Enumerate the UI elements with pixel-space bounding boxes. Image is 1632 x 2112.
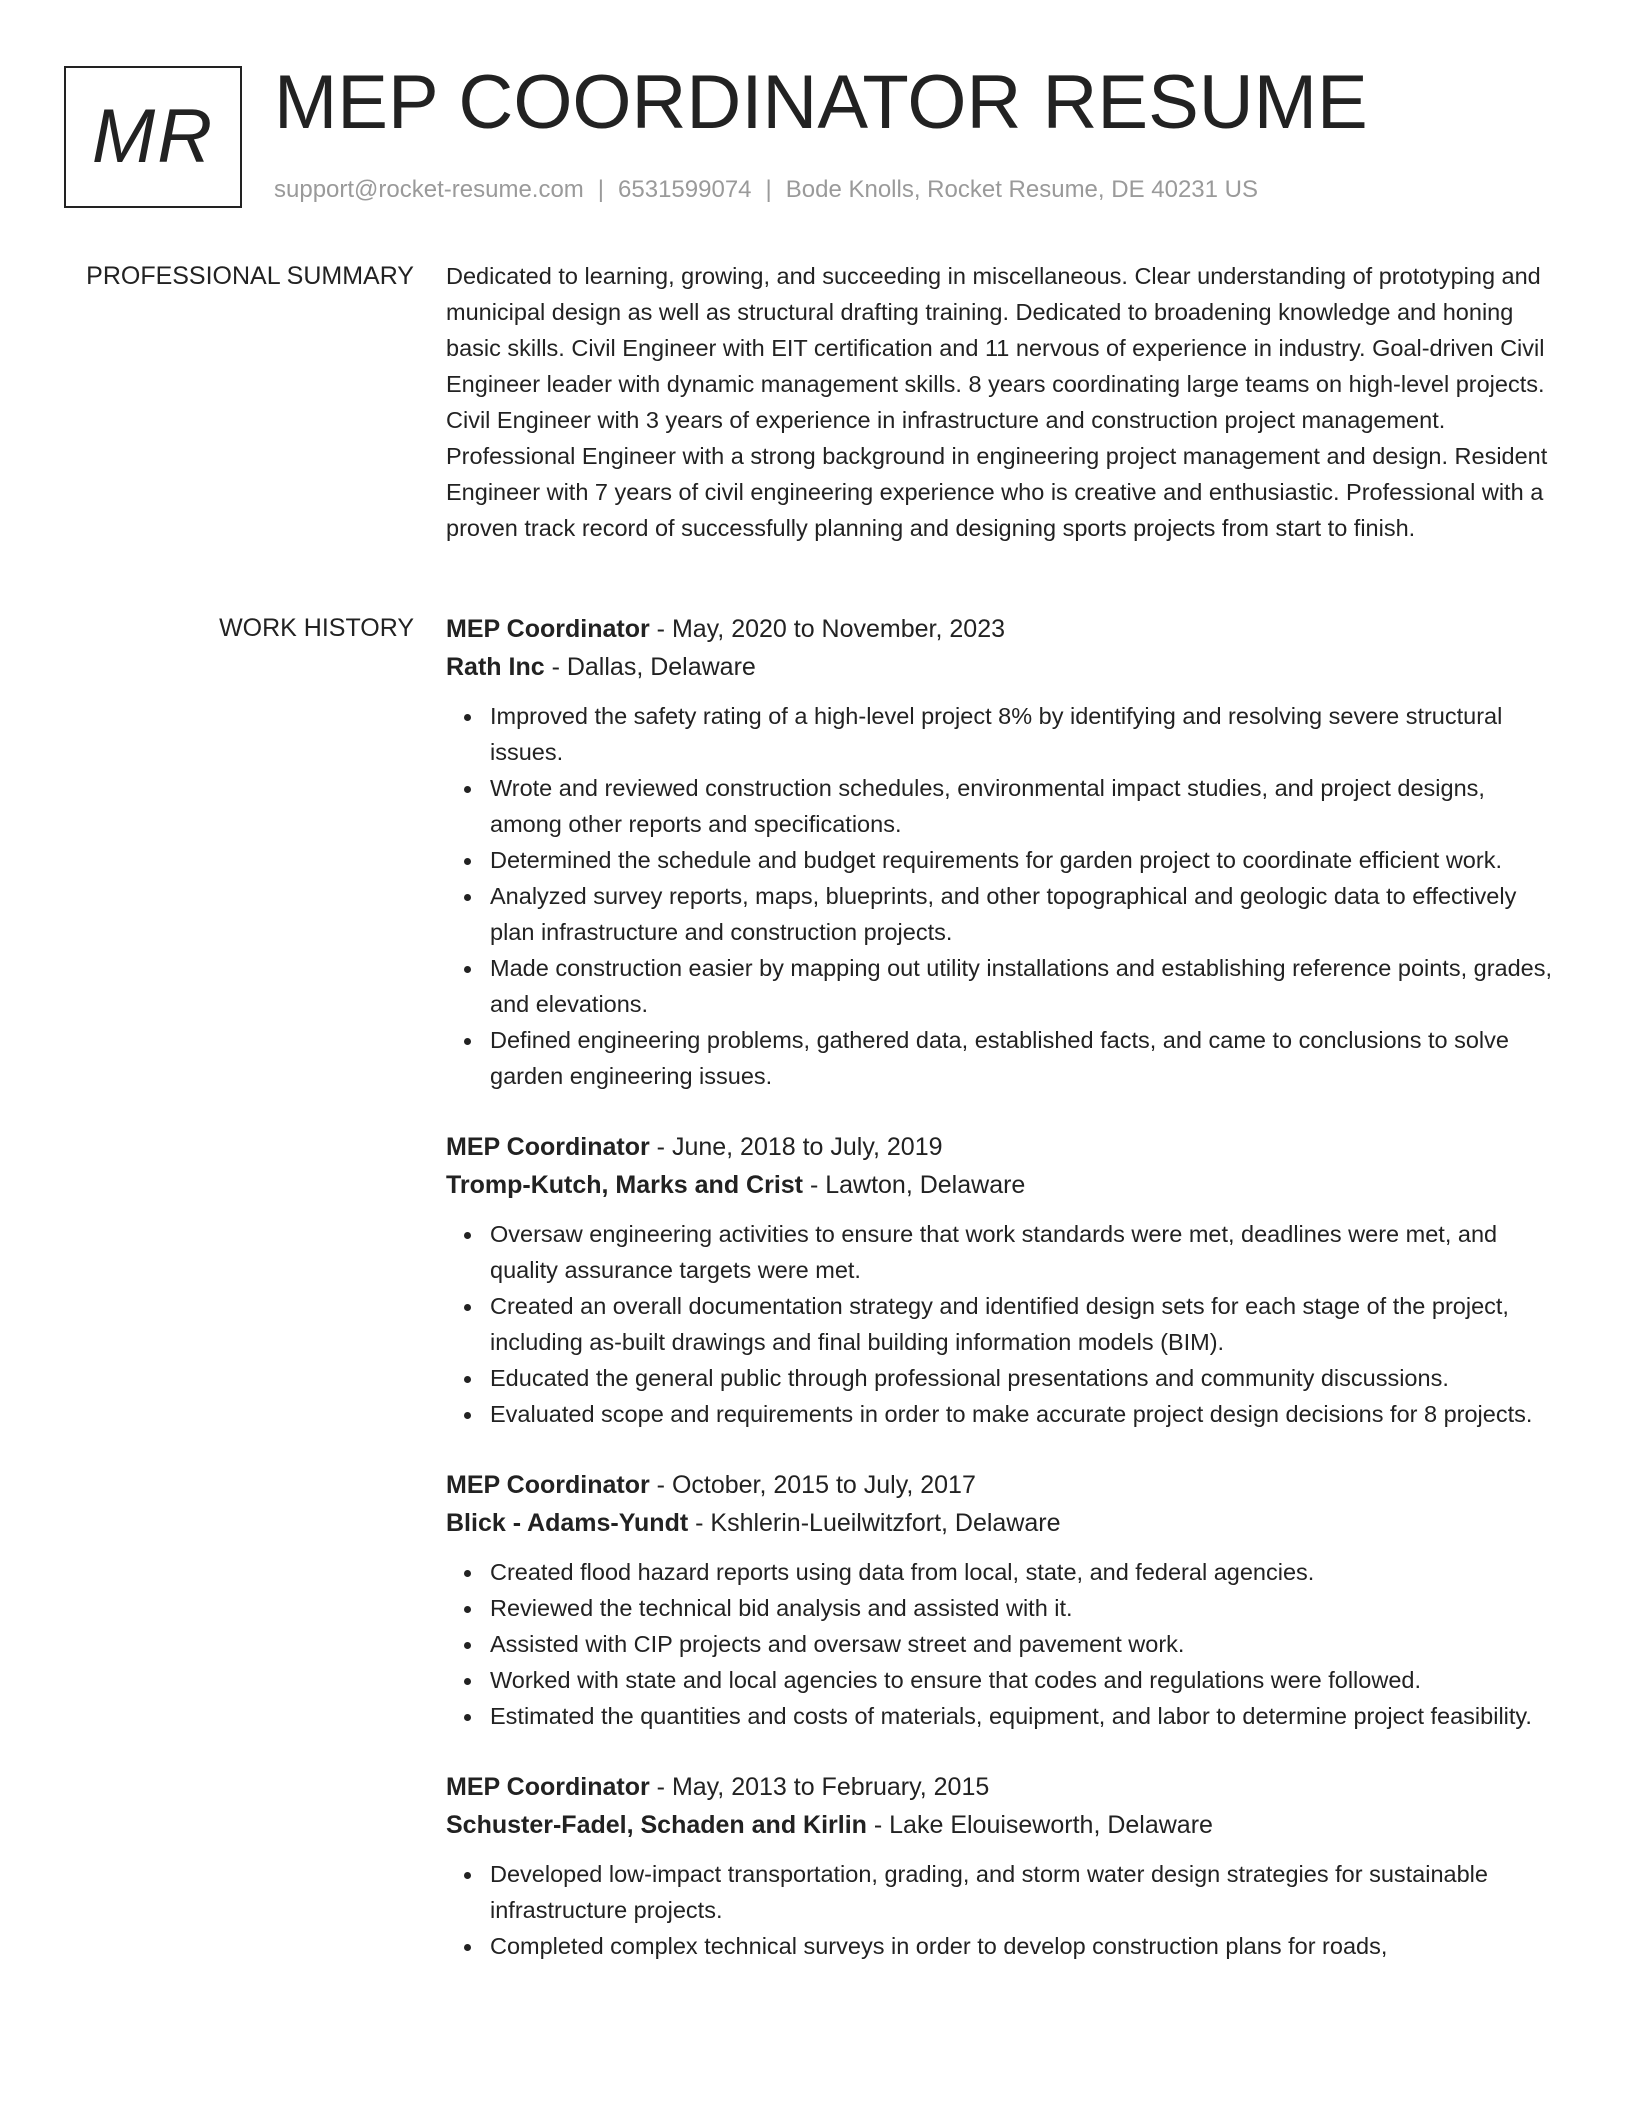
job-bullet-list — [446, 1856, 1558, 1964]
monogram-initials: MR — [91, 94, 215, 179]
job-company-line — [446, 1504, 1558, 1542]
job-company-line — [446, 648, 1558, 686]
job-dash: - — [649, 615, 672, 643]
job-dash: - — [544, 653, 567, 681]
job-company: Rath Inc — [446, 653, 545, 681]
job-dash: - — [649, 1471, 672, 1499]
job-dates: May, 2020 to November, 2023 — [671, 615, 1006, 643]
job-bullet: Defined engineering problems, gathered data, established facts, and came to conclusions to solve garden engineering issues. — [490, 1022, 1558, 1094]
job-location: Dallas, Delaware — [566, 653, 756, 681]
job-dates: October, 2015 to July, 2017 — [671, 1471, 976, 1499]
job-dash: - — [649, 1773, 672, 1801]
job-bullet-list — [446, 1554, 1558, 1734]
job-company-line — [446, 1166, 1558, 1204]
job-bullet-list — [446, 698, 1558, 1094]
job-bullet: Worked with state and local agencies to ensure that codes and regulations were followed. — [490, 1662, 1558, 1698]
job-bullet: Completed complex technical surveys in order to develop construction plans for roads, — [490, 1928, 1558, 1964]
contact-email: support@rocket-resume.com — [274, 176, 584, 203]
contact-line — [274, 174, 1258, 206]
job-company-line — [446, 1806, 1558, 1844]
job-company: Tromp-Kutch, Marks and Crist — [446, 1171, 803, 1199]
job-title-line — [446, 610, 1558, 648]
job-bullet: Determined the schedule and budget requirements for garden project to coordinate efficient work. — [490, 842, 1558, 878]
section-label-work-history: WORK HISTORY — [219, 614, 414, 642]
job-dates: May, 2013 to February, 2015 — [671, 1773, 990, 1801]
job-title-line — [446, 1128, 1558, 1166]
job-company: Blick - Adams-Yundt — [446, 1509, 689, 1537]
job-bullet: Oversaw engineering activities to ensure that work standards were met, deadlines were met, and quality assurance targets were met. — [490, 1216, 1558, 1288]
section-label-summary: PROFESSIONAL SUMMARY — [86, 262, 414, 290]
job-bullet: Educated the general public through professional presentations and community discussions. — [490, 1360, 1558, 1396]
contact-address: Bode Knolls, Rocket Resume, DE 40231 US — [785, 176, 1258, 203]
contact-separator: | — [597, 176, 605, 203]
job-entry — [446, 1768, 1558, 1964]
job-entry — [446, 1466, 1558, 1734]
job-title: MEP Coordinator — [446, 1773, 650, 1801]
monogram-box — [64, 66, 242, 208]
job-location: Kshlerin-Lueilwitzfort, Delaware — [710, 1509, 1061, 1537]
job-bullet: Created an overall documentation strategy and identified design sets for each stage of the project, including as-built drawings and final building information models (BIM). — [490, 1288, 1558, 1360]
job-bullet: Evaluated scope and requirements in order to make accurate project design decisions for 8 projects. — [490, 1396, 1558, 1432]
job-title: MEP Coordinator — [446, 1133, 650, 1161]
job-dash: - — [688, 1509, 711, 1537]
work-history-body — [446, 610, 1558, 1998]
job-bullet: Analyzed survey reports, maps, blueprints, and other topographical and geologic data to effectively plan infrastructure and construction projects. — [490, 878, 1558, 950]
contact-phone: 6531599074 — [618, 176, 752, 203]
job-dash: - — [866, 1811, 890, 1839]
job-title: MEP Coordinator — [446, 615, 650, 643]
job-dash: - — [803, 1171, 826, 1199]
job-entry — [446, 1128, 1558, 1432]
job-company: Schuster-Fadel, Schaden and Kirlin — [446, 1811, 867, 1839]
job-location: Lake Elouiseworth, Delaware — [889, 1811, 1213, 1839]
job-bullet: Made construction easier by mapping out utility installations and establishing reference points, grades, and elevations. — [490, 950, 1558, 1022]
job-title-line — [446, 1466, 1558, 1504]
job-bullet: Reviewed the technical bid analysis and assisted with it. — [490, 1590, 1558, 1626]
job-bullet: Estimated the quantities and costs of materials, equipment, and labor to determine project feasibility. — [490, 1698, 1558, 1734]
contact-separator: | — [765, 176, 772, 203]
summary-body — [446, 258, 1558, 546]
job-bullet: Assisted with CIP projects and oversaw street and pavement work. — [490, 1626, 1558, 1662]
job-bullet-list — [446, 1216, 1558, 1432]
summary-text: Dedicated to learning, growing, and succeeding in miscellaneous. Clear understanding of prototyping and municipal design as well as structural drafting training. Dedicated to broadening knowledge and honing basic skills. Civil Engineer with EIT certification and 11 nervous of experience in industry. Goal-driven Civil Engineer leader with dynamic management skills. 8 years coordinating large teams on high-level projects. Civil Engineer with 3 years of experience in infrastructure and construction project management. Professional Engineer with a strong background in engineering project management and design. Resident Engineer with 7 years of civil engineering experience who is creative and enthusiastic. Professional with a proven track record of successfully planning and designing sports projects from start to finish. — [446, 263, 1548, 541]
job-bullet: Created flood hazard reports using data from local, state, and federal agencies. — [490, 1554, 1558, 1590]
job-dates: June, 2018 to July, 2019 — [671, 1133, 943, 1161]
job-bullet: Wrote and reviewed construction schedules, environmental impact studies, and project designs, among other reports and specifications. — [490, 770, 1558, 842]
job-location: Lawton, Delaware — [825, 1171, 1026, 1199]
resume-title: MEP COORDINATOR RESUME — [274, 60, 1368, 145]
job-dash: - — [649, 1133, 672, 1161]
job-bullet: Developed low-impact transportation, grading, and storm water design strategies for sustainable infrastructure projects. — [490, 1856, 1558, 1928]
job-entry — [446, 610, 1558, 1094]
job-bullet: Improved the safety rating of a high-level project 8% by identifying and resolving severe structural issues. — [490, 698, 1558, 770]
job-title: MEP Coordinator — [446, 1471, 650, 1499]
job-title-line — [446, 1768, 1558, 1806]
